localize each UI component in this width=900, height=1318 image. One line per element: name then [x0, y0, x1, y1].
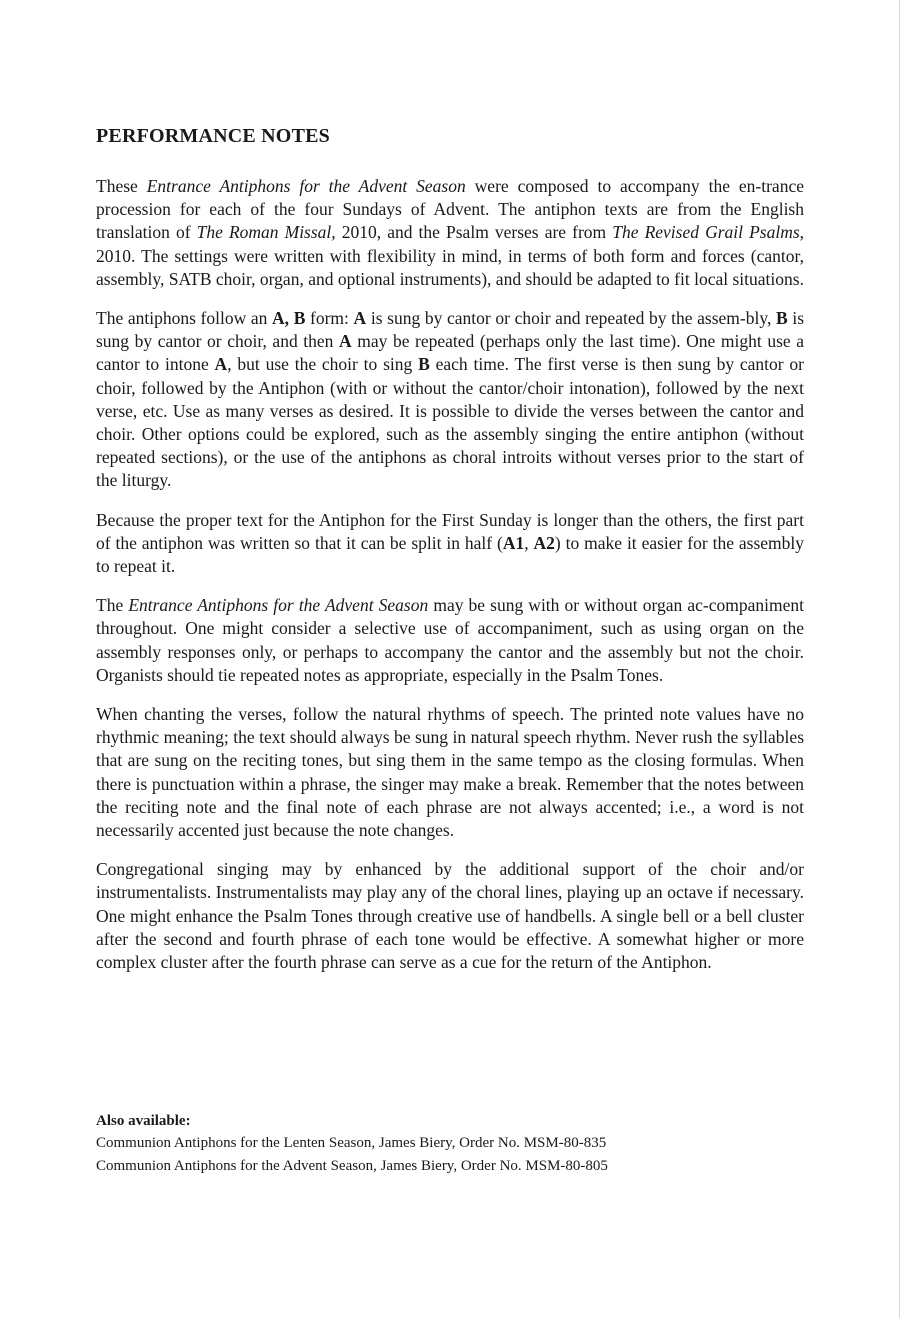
bold-text: A [339, 331, 352, 352]
text-run: When chanting the verses, follow the natural rhythms of speech. The printed note values have no rhythmic meaning; the text should always be sung in natural speech rhythm. Never rush the syllables that are sung on the reciting tones, but sing them in the same tempo as the closing formulas. When there is punctuation within a phrase, the singer may make a break. Remember that the notes between the reciting note and the final note of each phrase are not always accented; i.e., a word is not necessarily accented just because the note changes. [96, 704, 804, 841]
page-title: PERFORMANCE NOTES [96, 125, 330, 147]
italic-text: The Revised Grail Psalms [612, 222, 800, 243]
also-available-item: Communion Antiphons for the Advent Season, James Biery, Order No. MSM-80-805 [96, 1157, 608, 1174]
text-run: Because the proper text for the Antiphon for the First Sunday is longer than the others, the first part of the antiphon was written so that it can be split in half ( [96, 509, 804, 553]
text-run: may be repeated (perhaps only the last time). One might use a cantor to intone [96, 331, 805, 375]
paragraph-6 [96, 858, 804, 974]
text-run: Congregational singing may by enhanced by the additional support of the choir and/or instrumentalists. Instrumentalists may play any of the choral lines, playing up an octave if necessary. One might enhance the Psalm Tones through creative use of handbells. A single bell or a bell cluster after the second and fourth phrase of each tone would be effective. A somewhat higher or more complex cluster after the fourth phrase can serve as a cue for the return of the Antiphon. [96, 859, 804, 973]
also-available-section [96, 1110, 804, 1177]
text-run: , [524, 532, 534, 553]
text-run: is sung by cantor or choir, and then [96, 308, 805, 352]
bold-text: B [418, 354, 430, 375]
text-run: were composed to accompany the en-trance procession for each of the four Sundays of Advent. The antiphon texts are from the English translation of [96, 176, 804, 243]
paragraph-4 [96, 594, 804, 687]
bold-text: A1 [502, 532, 525, 553]
text-run: ) to make it easier for the assembly to repeat it. [96, 532, 805, 577]
text-run: form: [305, 308, 354, 329]
text-run: , but use the choir to sing [227, 354, 419, 375]
text-run: is sung by cantor or choir and repeated by the assem-bly, [366, 308, 776, 329]
text-run: These [96, 176, 147, 196]
text-run: 2010, and the Psalm verses are from [335, 222, 613, 243]
bold-text: A, B [272, 308, 306, 329]
paragraph-2 [96, 307, 804, 493]
paragraph-5 [96, 703, 804, 842]
bold-text: A [214, 354, 228, 375]
performance-notes-section [96, 124, 804, 990]
text-run: The [96, 595, 129, 616]
paragraph-1 [96, 175, 804, 291]
bold-text: B [776, 308, 788, 329]
paragraph-3 [96, 509, 804, 579]
italic-text: Entrance Antiphons for the Advent Season [146, 176, 466, 196]
text-run: may be sung with or without organ ac-companiment throughout. One might consider a selective use of accompaniment, such as using organ on the assembly responses only, or perhaps to accompany the cantor and the assembly but not the choir. Organists should tie repeated notes as appropriate, especially in the Psalm Tones. [96, 595, 804, 685]
also-available-title: Also available: [96, 1113, 191, 1129]
italic-text: The Roman Missal, [196, 222, 336, 243]
text-run: , 2010. The settings were written with flexibility in mind, in terms of both form and forces (cantor, assembly, SATB choir, organ, and optional instruments), and should be adapted to fit local situations. [96, 222, 805, 289]
bold-text: A2 [533, 532, 555, 553]
text-run: The antiphons follow an [96, 308, 273, 329]
also-available-item: Communion Antiphons for the Lenten Season, James Biery, Order No. MSM-80-835 [96, 1135, 607, 1151]
italic-text: Entrance Antiphons for the Advent Season [128, 595, 429, 616]
bold-text: A [353, 308, 367, 329]
text-run: each time. The first verse is then sung by cantor or choir, followed by the Antiphon (with or without the cantor/choir intonation), followed by the next verse, etc. Use as many verses as desired. It is possible to divide the verses between the cantor and choir. Other options could be explored, such as the assembly singing the entire antiphon (without repeated sections), or the use of the antiphons as choral introits without verses prior to the start of the liturgy. [96, 354, 805, 491]
